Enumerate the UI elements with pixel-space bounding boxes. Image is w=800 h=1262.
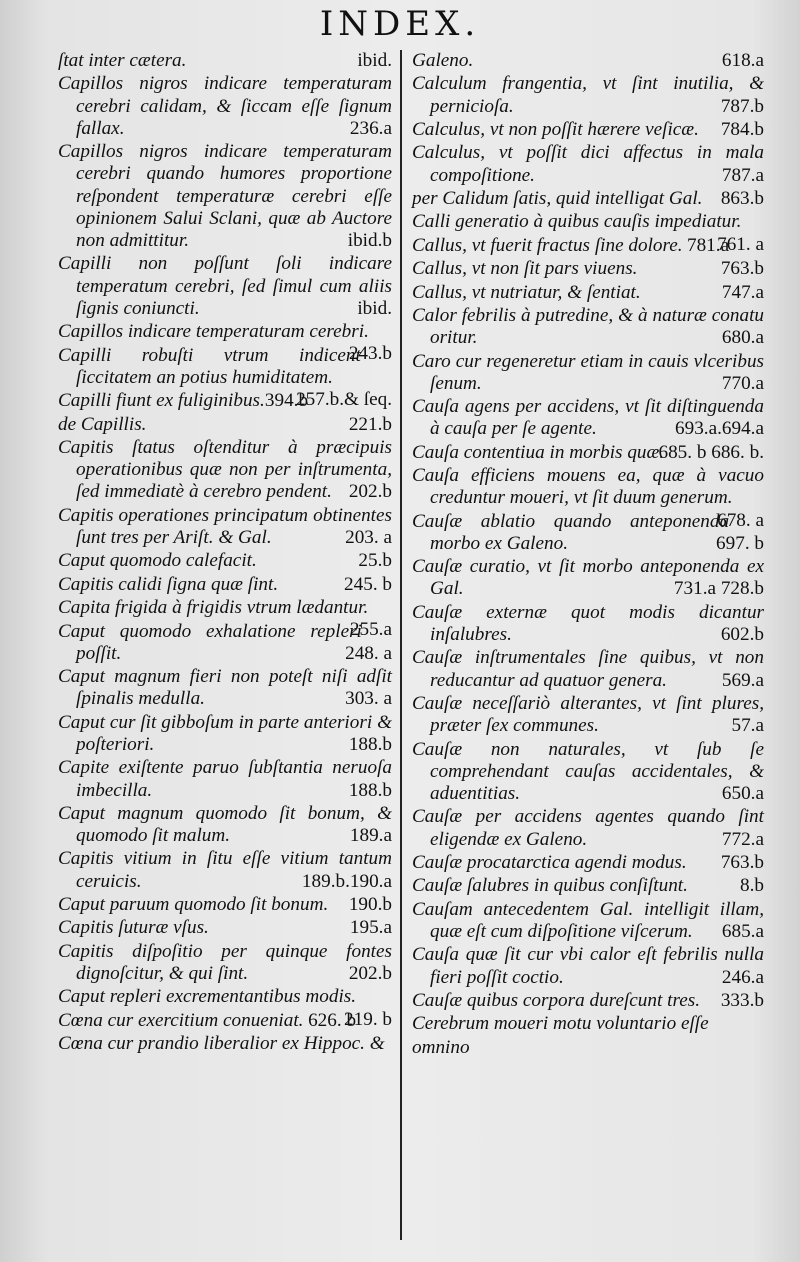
entry-text: Galeno. bbox=[412, 50, 474, 71]
index-entry bbox=[412, 465, 764, 531]
index-entry bbox=[412, 556, 764, 600]
entry-page-ref: 863.b bbox=[720, 187, 764, 209]
index-entry bbox=[58, 73, 392, 140]
index-entry bbox=[412, 50, 764, 72]
entry-text: Cerebrum moueri motu voluntario eſſe bbox=[412, 1013, 709, 1035]
entry-text: Capitis diſpoſitio per quinque fontes dignoſcitur, & qui ſint. bbox=[58, 940, 392, 985]
index-entry bbox=[58, 848, 392, 892]
index-entry bbox=[412, 442, 764, 464]
entry-text: Callus, vt nutriatur, & ſentiat. bbox=[412, 281, 641, 303]
entry-page-ref: 255.a bbox=[349, 619, 392, 641]
index-entry bbox=[58, 253, 392, 320]
entry-text: Cauſam antecedentem Gal. intelligit illam, quæ eſt cum diſpoſitione viſcerum. bbox=[412, 898, 764, 943]
entry-page-ref: ibid. bbox=[357, 297, 392, 319]
index-entry bbox=[412, 511, 764, 555]
index-entry bbox=[58, 621, 392, 665]
index-entry bbox=[58, 1033, 392, 1055]
index-entry bbox=[412, 119, 764, 141]
entry-page-ref: 680.a bbox=[721, 327, 764, 349]
entry-text: Calculum frangentia, vt ſint inutilia, & pernicioſa. bbox=[412, 73, 764, 117]
entry-page-ref: 761. a bbox=[717, 233, 764, 255]
entry-page-ref: 8.b bbox=[740, 875, 764, 897]
entry-text: omnino bbox=[412, 1036, 470, 1058]
entry-page-ref: 188.b bbox=[348, 733, 392, 755]
entry-page-ref: 569.a bbox=[721, 669, 764, 691]
index-entry bbox=[58, 597, 392, 641]
entry-page-ref: 394.b bbox=[264, 390, 309, 412]
index-entry bbox=[412, 806, 764, 850]
entry-page-ref: 772.a bbox=[721, 828, 764, 850]
entry-text: Caput magnum fieri non poteſt niſi adſit ſpinalis medulla. bbox=[58, 666, 392, 710]
entry-text: Calor febrilis à putredine, & à naturæ conatu oritur. bbox=[412, 304, 764, 349]
entry-text: Caro cur regeneretur etiam in cauis vlceribus ſenum. bbox=[412, 350, 764, 394]
entry-text: Cauſæ ſalubres in quibus conſiſtunt. bbox=[412, 875, 688, 897]
index-entry bbox=[58, 666, 392, 710]
index-entry bbox=[58, 50, 392, 72]
entry-text: Cauſæ externæ quot modis dicantur inſalubres. bbox=[412, 601, 764, 646]
entry-page-ref: 189.a bbox=[349, 825, 392, 847]
entry-text: Caput magnum quomodo ſit bonum, & quomodo ſit malum. bbox=[58, 802, 392, 847]
entry-page-ref: 781.a bbox=[686, 234, 730, 256]
index-entry bbox=[412, 852, 764, 874]
entry-text: Cœna cur exercitium conueniat. bbox=[58, 1009, 304, 1031]
entry-page-ref: 747.a bbox=[721, 281, 764, 303]
entry-text: Capitis operationes principatum obtinentes ſunt tres per Ariſt. & Gal. bbox=[58, 504, 392, 548]
index-entry bbox=[412, 282, 764, 304]
entry-text: Capitis calidi ſigna quæ ſint. bbox=[58, 573, 279, 595]
entry-page-ref: 189.b.190.a bbox=[301, 870, 392, 892]
index-entry bbox=[412, 396, 764, 440]
entry-page-ref: 763.b bbox=[720, 852, 764, 874]
entry-text: Cauſæ quibus corpora dureſcunt tres. bbox=[412, 990, 700, 1012]
entry-text: Cauſæ curatio, vt ſit morbo anteponenda ex Gal. bbox=[412, 556, 764, 600]
entry-page-ref: ibid. bbox=[357, 50, 392, 71]
entry-text: Capitis ſuturæ vſus. bbox=[58, 917, 209, 939]
index-entry bbox=[412, 899, 764, 943]
entry-text: Cauſæ inſtrumentales ſine quibus, vt non reducantur ad quatuor genera. bbox=[412, 647, 764, 691]
entry-text: Caput repleri excrementantibus modis. bbox=[58, 986, 357, 1008]
entry-text: Capitis vitium in ſitu eſſe vitium tantum ceruicis. bbox=[58, 848, 392, 892]
entry-text: Calculus, vt non poſſit hærere veſicæ. bbox=[412, 118, 699, 140]
index-entry bbox=[58, 141, 392, 252]
entry-page-ref: 202.b bbox=[348, 963, 392, 985]
entry-page-ref: 333.b bbox=[720, 990, 764, 1012]
entry-page-ref: ibid.b bbox=[347, 230, 392, 251]
entry-page-ref: 678. a bbox=[717, 509, 764, 531]
entry-text: Caput cur ſit gibboſum in parte anteriori & poſteriori. bbox=[58, 711, 392, 755]
index-entry bbox=[412, 990, 764, 1012]
entry-text: Capillos nigros indicare temperaturam cerebri quando humores proportione reſpondent temperaturæ cerebri eſſe opinionem Salui Sclani, quæ ab Auctore non admittitur. bbox=[58, 141, 392, 251]
index-entry bbox=[58, 437, 392, 504]
entry-page-ref: 236.a bbox=[349, 117, 392, 139]
right-column bbox=[412, 50, 764, 1060]
index-columns bbox=[58, 50, 770, 1250]
entry-page-ref: 257.b.& ſeq. bbox=[296, 388, 392, 410]
index-entry bbox=[58, 1010, 392, 1032]
entry-page-ref: 203. a bbox=[345, 526, 392, 548]
index-entry bbox=[58, 941, 392, 985]
entry-page-ref: 602.b bbox=[720, 624, 764, 646]
index-entry bbox=[58, 712, 392, 756]
entry-page-ref: 618.a bbox=[721, 50, 764, 71]
entry-page-ref: 245. b bbox=[344, 573, 392, 595]
entry-text: Caput quomodo exhalatione repleri poſſit. bbox=[58, 620, 362, 664]
index-entry bbox=[58, 917, 392, 939]
index-entry bbox=[412, 235, 764, 257]
entry-text: Capillos indicare temperaturam cerebri. bbox=[58, 321, 369, 343]
index-entry bbox=[412, 739, 764, 806]
column-divider bbox=[400, 50, 402, 1240]
index-entry bbox=[412, 305, 764, 349]
entry-text: Capillos nigros indicare temperaturam cerebri calidam, & ſiccam eſſe ſignum fallax. bbox=[58, 73, 392, 139]
entry-page-ref: 731.a 728.b bbox=[673, 578, 764, 600]
entry-text: per Calidum ſatis, quid intelligat Gal. bbox=[412, 187, 703, 209]
entry-text: Calculus, vt poſſit dici affectus in mala compoſitione. bbox=[412, 142, 764, 186]
entry-text: Capite exiſtente paruo ſubſtantia neruoſa imbecilla. bbox=[58, 757, 392, 801]
left-column bbox=[58, 50, 392, 1057]
entry-page-ref: 650.a bbox=[721, 783, 764, 805]
entry-page-ref: 685.a bbox=[721, 921, 764, 943]
entry-text: Callus, vt non ſit pars viuens. bbox=[412, 258, 638, 280]
index-entry bbox=[412, 1037, 764, 1059]
entry-page-ref: 626. b bbox=[308, 1009, 357, 1031]
index-entry bbox=[412, 73, 764, 117]
entry-text: de Capillis. bbox=[58, 413, 147, 435]
entry-text: ſtat inter cætera. bbox=[58, 50, 187, 71]
page-header: INDEX. bbox=[319, 4, 481, 44]
entry-page-ref: 303. a bbox=[345, 688, 392, 710]
entry-page-ref: 763.b bbox=[720, 258, 764, 280]
index-entry bbox=[58, 321, 392, 365]
entry-page-ref: 243.b bbox=[348, 343, 392, 365]
index-entry bbox=[58, 803, 392, 847]
entry-text: Capilli non poſſunt ſoli indicare temperatum cerebri, ſed ſimul cum aliis ſignis coniuncti. bbox=[58, 253, 392, 319]
index-entry bbox=[412, 875, 764, 897]
entry-text: Cauſæ non naturales, vt ſub ſe comprehendant cauſas accidentales, & aduentitias. bbox=[412, 738, 764, 805]
entry-page-ref: 685. b 686. b. bbox=[658, 441, 764, 463]
entry-text: Capilli robuſti vtrum indicent ſiccitatem an potius humiditatem. bbox=[58, 344, 361, 388]
index-entry bbox=[58, 574, 392, 596]
entry-page-ref: 787.a bbox=[721, 164, 764, 186]
entry-text: Cauſa agens per accidens, vt ſit diſtinguenda à cauſa per ſe agente. bbox=[412, 396, 764, 440]
entry-page-ref: 57.a bbox=[731, 715, 764, 737]
index-entry bbox=[412, 258, 764, 280]
index-entry bbox=[58, 550, 392, 572]
entry-text: Caput paruum quomodo ſit bonum. bbox=[58, 894, 329, 916]
entry-page-ref: 25.b bbox=[358, 550, 392, 572]
entry-page-ref: 248. a bbox=[345, 642, 392, 664]
index-entry bbox=[412, 944, 764, 988]
entry-page-ref: 188.b bbox=[348, 779, 392, 801]
entry-page-ref: 190.b bbox=[348, 894, 392, 916]
entry-page-ref: 770.a bbox=[721, 372, 764, 394]
entry-text: Cauſæ procatarctica agendi modus. bbox=[412, 852, 687, 874]
entry-text: Cauſæ neceſſariò alterantes, vt ſint plures, præter ſex communes. bbox=[412, 693, 764, 737]
entry-page-ref: 195.a bbox=[349, 917, 392, 939]
index-entry bbox=[412, 602, 764, 646]
index-entry bbox=[58, 894, 392, 916]
index-entry bbox=[412, 1013, 764, 1035]
entry-page-ref: 784.b bbox=[720, 118, 764, 140]
index-entry bbox=[58, 757, 392, 801]
index-entry bbox=[412, 188, 764, 210]
entry-page-ref: 202.b bbox=[348, 481, 392, 503]
entry-text: Caput quomodo calefacit. bbox=[58, 550, 257, 572]
index-entry bbox=[58, 414, 392, 436]
entry-text: Callus, vt fuerit fractus ſine dolore. bbox=[412, 234, 683, 256]
entry-text: Cauſæ ablatio quando anteponenda morbo ex Galeno. bbox=[412, 510, 730, 554]
entry-text: Capilli fiunt ex fuliginibus. bbox=[58, 390, 265, 412]
entry-text: Capitis ſtatus oſtenditur à præcipuis operationibus quæ non per inſtrumenta, ſed immediatè à cerebro pendent. bbox=[58, 436, 392, 503]
entry-text: Calli generatio à quibus cauſis impediatur. bbox=[412, 211, 742, 233]
entry-text: Capita frigida à frigidis vtrum lædantur. bbox=[58, 597, 369, 619]
entry-page-ref: 221.b bbox=[348, 413, 392, 435]
entry-page-ref: 697. b bbox=[716, 532, 764, 554]
entry-text: Cauſa efficiens mouens ea, quæ à vacuo creduntur moueri, vt ſit duum generum. bbox=[412, 465, 764, 509]
index-entry bbox=[58, 505, 392, 549]
entry-page-ref: 246.a bbox=[721, 966, 764, 988]
entry-text: Cauſæ per accidens agentes quando ſint eligendæ ex Galeno. bbox=[412, 806, 764, 850]
entry-text: Cauſa quæ ſit cur vbi calor eſt febrilis nulla fieri poſſit coctio. bbox=[412, 944, 764, 988]
index-entry bbox=[412, 693, 764, 737]
entry-page-ref: 787.b bbox=[720, 95, 764, 117]
index-entry bbox=[412, 351, 764, 395]
entry-page-ref: 693.a.694.a bbox=[675, 418, 764, 440]
entry-text: Cauſa contentiua in morbis quæ. bbox=[412, 441, 665, 463]
index-entry bbox=[412, 142, 764, 186]
index-entry bbox=[412, 647, 764, 691]
entry-text: Cœna cur prandio liberalior ex Hippoc. & bbox=[58, 1033, 385, 1055]
entry-page-ref: 219. b bbox=[344, 1008, 392, 1030]
